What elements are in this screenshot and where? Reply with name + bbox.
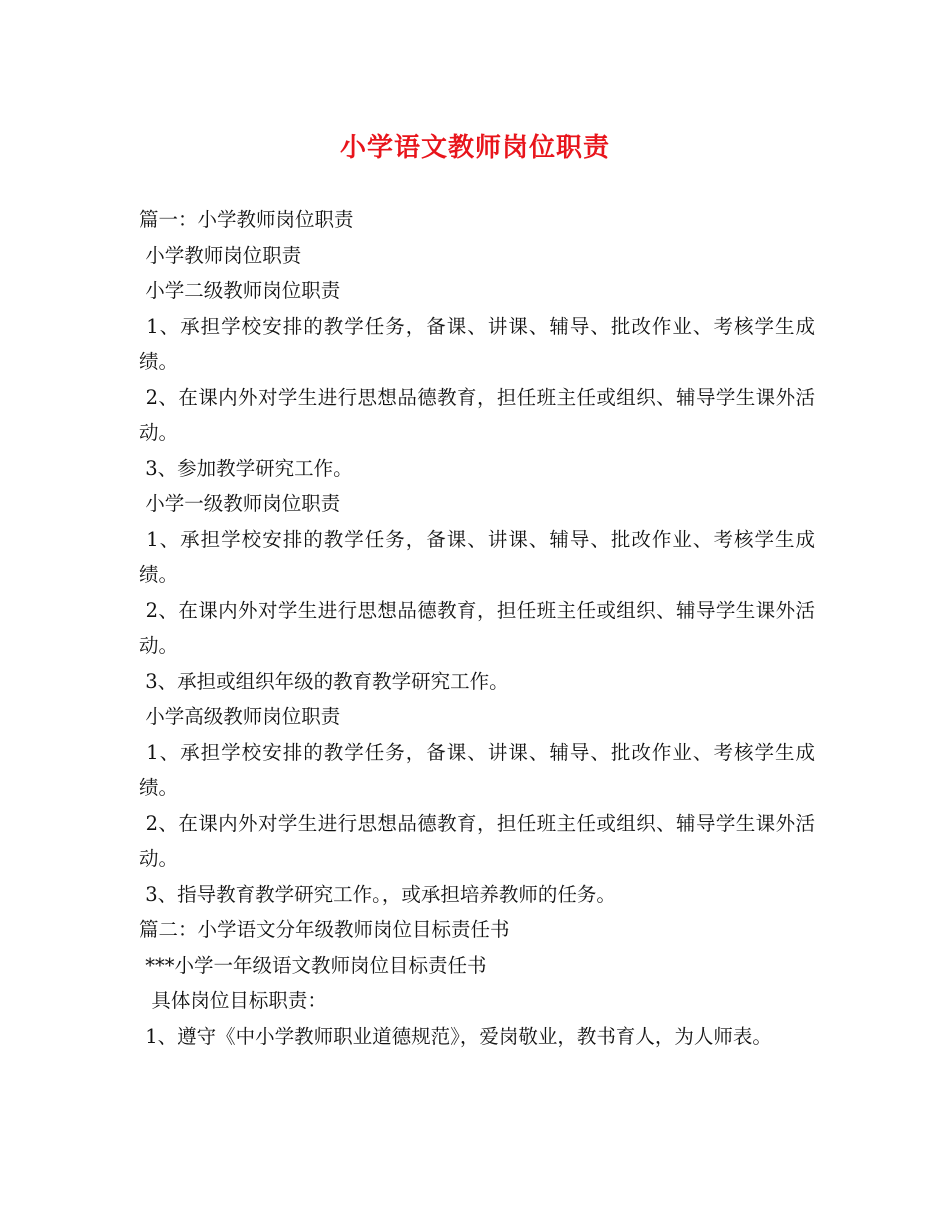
subheading: 小学教师岗位职责 [139,243,302,267]
section-heading-1: 篇一：小学教师岗位职责 [139,208,354,231]
subheading-grade-1: ***小学一年级语文教师岗位目标责任书 [139,953,487,977]
duty-item: 1、遵守《中小学教师职业道德规范》，爱岗敬业，教书育人，为人师表。 [139,1024,772,1048]
subheading-duties: 具体岗位目标职责： [139,989,327,1012]
document-title: 小学语文教师岗位职责 [339,133,610,163]
duty-item: 2、在课内外对学生进行思想品德教育，担任班主任或组织、辅导学生课外活动。 [139,598,815,657]
duty-item: 1、承担学校安排的教学任务，备课、讲课、辅导、批改作业、考核学生成绩。 [139,314,815,373]
duty-item: 3、指导教育教学研究工作。，或承担培养教师的任务。 [139,882,616,906]
duty-item: 3、参加教学研究工作。 [139,456,353,480]
subheading-senior: 小学高级教师岗位职责 [139,705,341,728]
subheading-level-1: 小学一级教师岗位职责 [139,492,341,515]
subheading-level-2: 小学二级教师岗位职责 [139,279,341,302]
document-body [139,202,815,1054]
section-heading-2: 篇二：小学语文分年级教师岗位目标责任书 [139,918,510,941]
duty-item: 2、在课内外对学生进行思想品德教育，担任班主任或组织、辅导学生课外活动。 [139,811,815,870]
duty-item: 3、承担或组织年级的教育教学研究工作。 [139,669,509,693]
duty-item: 2、在课内外对学生进行思想品德教育，担任班主任或组织、辅导学生课外活动。 [139,385,815,444]
duty-item: 1、承担学校安排的教学任务，备课、讲课、辅导、批改作业、考核学生成绩。 [139,527,815,586]
duty-item: 1、承担学校安排的教学任务，备课、讲课、辅导、批改作业、考核学生成绩。 [139,740,815,799]
